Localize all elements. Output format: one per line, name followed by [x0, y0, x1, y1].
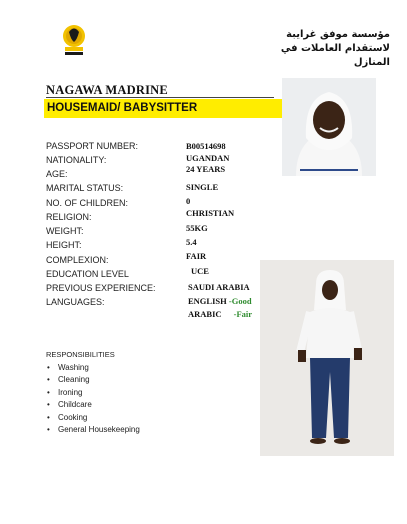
list-item — [46, 362, 140, 374]
religion-value: CHRISTIAN — [186, 208, 235, 218]
height-value: 5.4 — [186, 237, 197, 247]
responsibility-text: Cooking — [58, 412, 88, 422]
list-item — [46, 399, 140, 411]
language-arabic-name: ARABIC — [188, 309, 222, 319]
complexion-value: FAIR — [186, 251, 207, 261]
language-arabic — [188, 309, 252, 319]
responsibility-text: Childcare — [58, 400, 92, 410]
children-label: NO. OF CHILDREN: — [46, 198, 129, 208]
agency-logo — [56, 22, 92, 58]
list-item — [46, 412, 140, 424]
nationality-label: NATIONALITY: — [46, 155, 107, 165]
responsibility-text: Washing — [58, 363, 89, 372]
bullet-icon: • — [47, 400, 50, 410]
position-band — [44, 99, 282, 118]
bullet-icon: • — [47, 375, 50, 385]
languages-label: LANGUAGES: — [46, 297, 105, 307]
age-label: AGE: — [46, 169, 68, 179]
list-item — [46, 424, 140, 436]
weight-value: 55KG — [186, 223, 208, 233]
children-value: 0 — [186, 196, 191, 206]
bullet-icon: • — [47, 363, 50, 372]
bullet-icon: • — [47, 387, 50, 397]
responsibilities-list — [46, 362, 140, 436]
agency-name: مؤسسة موفق غرايبة لاستقدام العاملات في المنازل — [280, 29, 390, 68]
marital-status-label: MARITAL STATUS: — [46, 183, 124, 193]
weight-label: WEIGHT: — [46, 226, 84, 236]
portrait-photo — [282, 78, 376, 176]
marital-status-value: SINGLE — [186, 182, 219, 192]
full-body-photo — [260, 260, 394, 456]
name-divider — [46, 97, 274, 98]
list-item — [46, 387, 140, 399]
age-value: 24 YEARS — [186, 164, 226, 174]
complexion-label: COMPLEXION: — [46, 255, 109, 265]
experience-label: PREVIOUS EXPERIENCE: — [46, 283, 156, 293]
responsibility-text: Ironing — [58, 387, 83, 397]
language-english-level: -Good — [228, 296, 252, 306]
bullet-icon: • — [47, 412, 50, 422]
responsibility-text: General Housekeeping — [58, 424, 140, 434]
language-english-name: ENGLISH — [188, 296, 227, 306]
language-english — [188, 296, 252, 306]
experience-value: SAUDI ARABIA — [188, 282, 250, 292]
nationality-value: UGANDAN — [186, 153, 230, 163]
height-label: HEIGHT: — [46, 240, 82, 250]
responsibilities-title: RESPONSIBILITIES — [46, 350, 115, 359]
candidate-name: NAGAWA MADRINE — [46, 83, 168, 97]
bullet-icon: • — [47, 424, 50, 434]
passport-number-label: PASSPORT NUMBER: — [46, 141, 139, 151]
candidate-position: HOUSEMAID/ BABYSITTER — [47, 102, 198, 114]
education-value: UCE — [191, 266, 209, 276]
education-label: EDUCATION LEVEL — [46, 269, 129, 279]
responsibility-text: Cleaning — [58, 375, 90, 385]
language-arabic-level: -Fair — [233, 309, 253, 319]
passport-number-value: B00514698 — [186, 141, 226, 151]
religion-label: RELIGION: — [46, 212, 92, 222]
list-item — [46, 374, 140, 386]
